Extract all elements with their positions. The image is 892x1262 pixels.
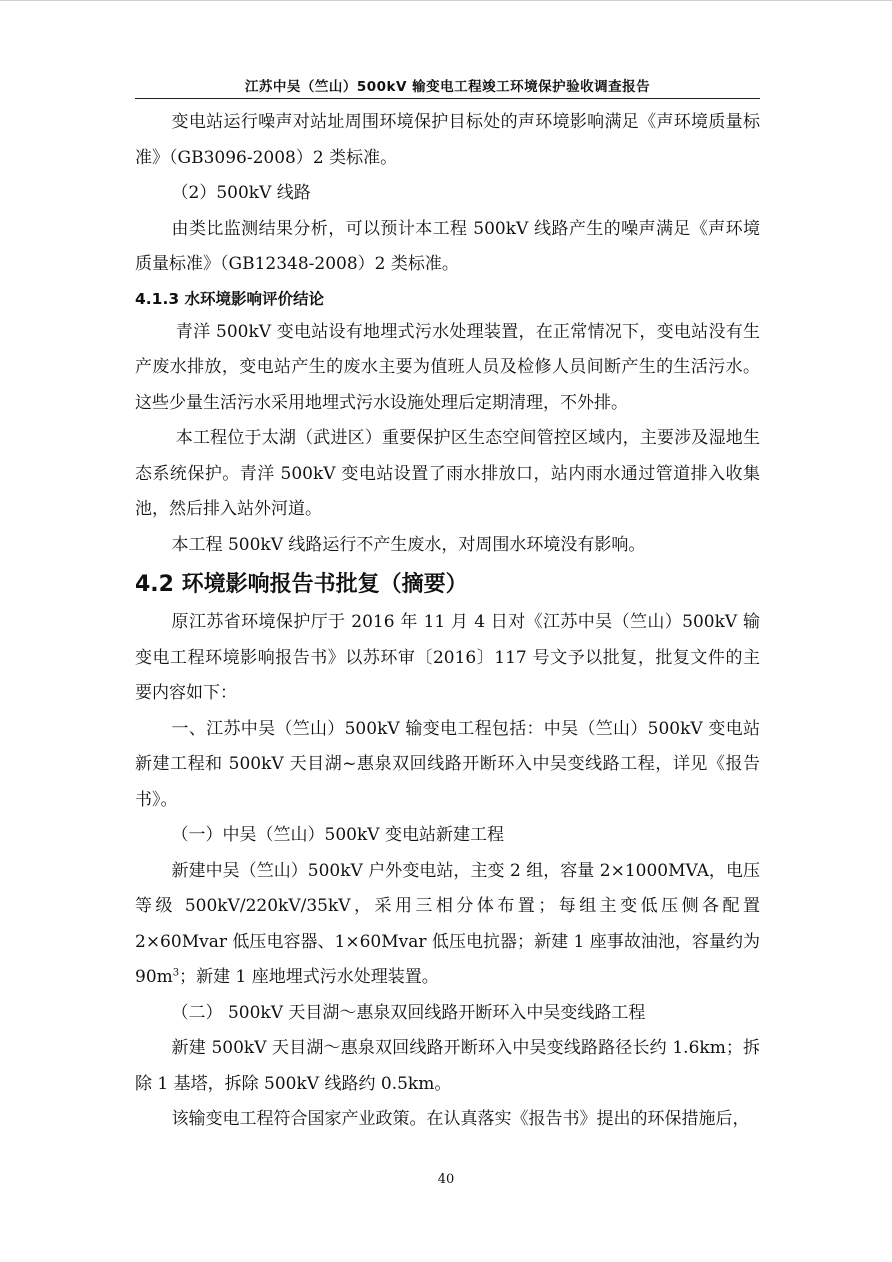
section-heading-4-2: 4.2 环境影响报告书批复（摘要）	[135, 572, 468, 597]
top-border	[0, 0, 892, 1]
paragraph-text: ；新建 1 座地埋式污水处理装置。	[179, 967, 439, 987]
paragraph: 本工程 500kV 线路运行不产生废水，对周围水环境没有影响。	[171, 534, 646, 555]
subsection-item: （一）中吴（竺山）500kV 变电站新建工程	[171, 825, 504, 845]
subsection-item: （二） 500kV 天目湖～惠泉双回线路开断环入中吴变线路工程	[171, 1002, 646, 1023]
page-number: 40	[437, 1172, 455, 1187]
paragraph: 青洋 500kV 变电站设有地埋式污水处理装置，在正常情况下，变电站没有生产废水排放，变电站产生的废水主要为值班人员及检修人员间断产生的生活污水。这些少量生活污水采用地埋式污水设施处理后定期清理，不外排。	[135, 321, 760, 413]
paragraph: 原江苏省环境保护厅于 2016 年 11 月 4 日对《江苏中吴（竺山）500kV 输变电工程环境影响报告书》以苏环审〔2016〕117 号文予以批复，批复文件的主要内容如下：	[135, 612, 760, 703]
section-heading-4-1-3: 4.1.3 水环境影响评价结论	[135, 289, 325, 308]
paragraph: 该输变电工程符合国家产业政策。在认真落实《报告书》提出的环保措施后，	[171, 1109, 750, 1129]
paragraph: 由类比监测结果分析，可以预计本工程 500kV 线路产生的噪声满足《声环境质量标准》（GB12348-2008）2 类标准。	[135, 218, 760, 274]
paragraph: 变电站运行噪声对站址周围环境保护目标处的声环境影响满足《声环境质量标准》（GB3096-2008）2 类标准。	[135, 112, 760, 168]
superscript: 3	[172, 967, 180, 979]
paragraph	[135, 854, 760, 996]
paragraph: 一、江苏中吴（竺山）500kV 输变电工程包括：中吴（竺山）500kV 变电站新建工程和 500kV 天目湖~惠泉双回线路开断环入中吴变线路工程，详见《报告书》。	[135, 718, 760, 810]
body-text	[135, 105, 760, 1138]
paragraph-text: 新建中吴（竺山）500kV 户外变电站，主变 2 组，容量 2×1000MVA，电压等级 500kV/220kV/35kV，采用三相分体布置；每组主变低压侧各配置 2×60Mvar 低压电容器、1×60Mvar 低压电抗器；新建 1 座事故油池，容量约为 90m	[135, 860, 760, 987]
running-header: 江苏中吴（竺山）500kV 输变电工程竣工环境保护验收调查报告	[244, 79, 651, 95]
paragraph: 新建 500kV 天目湖～惠泉双回线路开断环入中吴变线路路径长约 1.6km；拆除 1 基塔，拆除 500kV 线路约 0.5km。	[135, 1038, 760, 1094]
subsection-item: （2）500kV 线路	[171, 183, 311, 203]
paragraph: 本工程位于太湖（武进区）重要保护区生态空间管控区域内，主要涉及湿地生态系统保护。青洋 500kV 变电站设置了雨水排放口，站内雨水通过管道排入收集池，然后排入站外河道。	[135, 428, 760, 519]
header-rule	[135, 98, 760, 99]
